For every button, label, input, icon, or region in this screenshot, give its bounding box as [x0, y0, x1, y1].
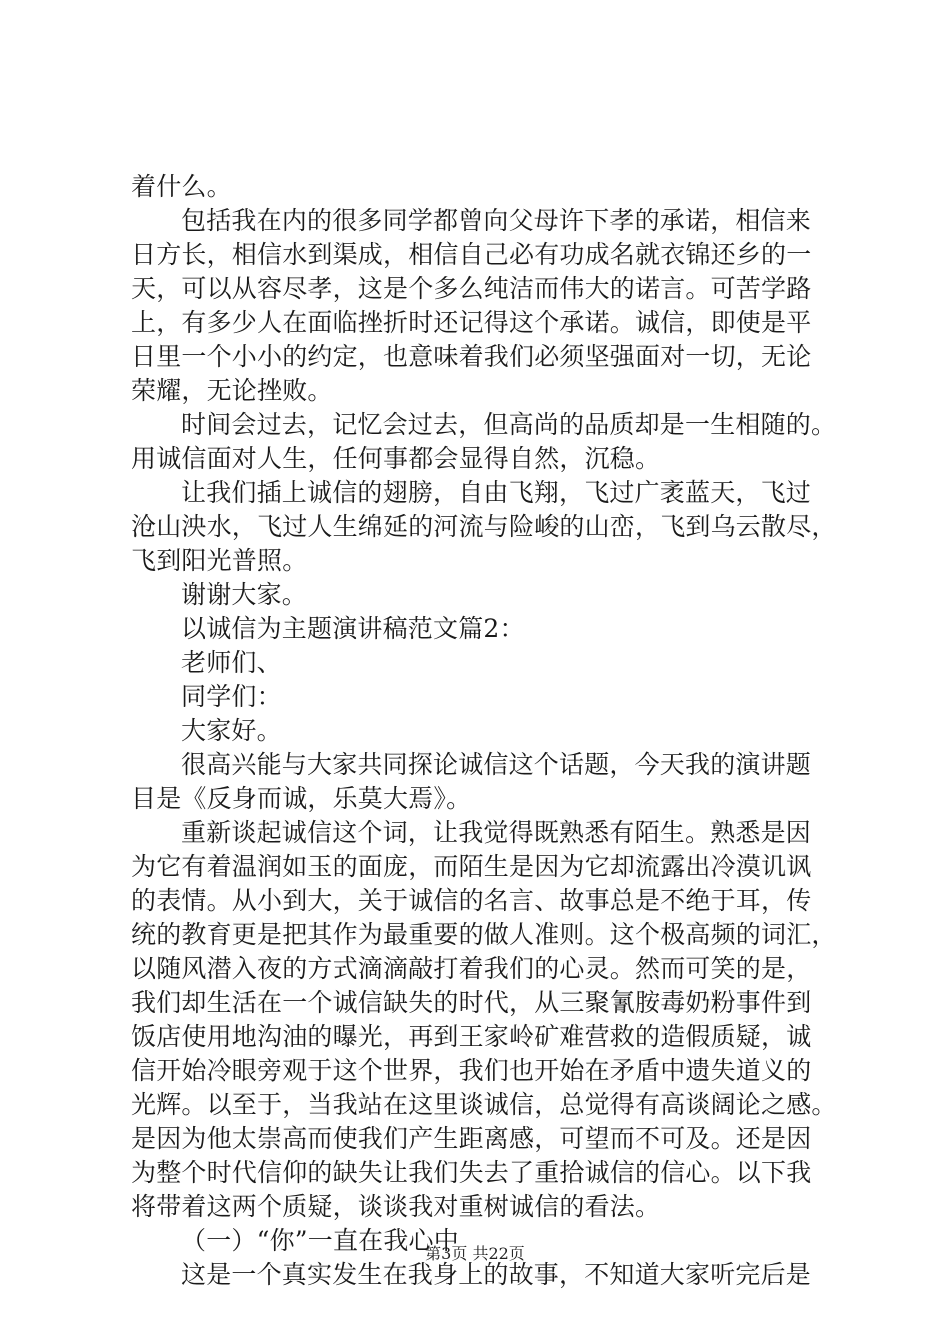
text-line: 用诚信面对人生，任何事都会显得自然，沉稳。	[131, 444, 661, 473]
text-line: 我们却生活在一个诚信缺失的时代，从三聚氰胺毒奶粉事件到	[131, 988, 812, 1017]
text-line: 以随风潜入夜的方式滴滴敲打着我们的心灵。然而可笑的是，	[131, 954, 812, 983]
text-line: 天，可以从容尽孝，这是个多么纯洁而伟大的诺言。可苦学路	[131, 274, 812, 303]
text-line: 重新谈起诚信这个词，让我觉得既熟悉有陌生。熟悉是因	[181, 818, 812, 847]
text-line: 饭店使用地沟油的曝光，再到王家岭矿难营救的造假质疑，诚	[131, 1022, 812, 1051]
text-line: 日里一个小小的约定，也意味着我们必须坚强面对一切，无论	[131, 342, 812, 371]
text-line: （一）“你”一直在我心中	[181, 1226, 459, 1255]
text-line: 统的教育更是把其作为最重要的做人准则。这个极高频的词汇，	[131, 920, 837, 949]
text-line: 这是一个真实发生在我身上的故事，不知道大家听完后是	[181, 1260, 812, 1289]
text-line: 让我们插上诚信的翅膀，自由飞翔，飞过广袤蓝天，飞过	[181, 478, 812, 507]
text-line: 上，有多少人在面临挫折时还记得这个承诺。诚信，即使是平	[131, 308, 812, 337]
document-body	[131, 170, 851, 1292]
text-line: 是因为他太崇高而使我们产生距离感，可望而不可及。还是因	[131, 1124, 812, 1153]
text-line: 的表情。从小到大，关于诚信的名言、故事总是不绝于耳，传	[131, 886, 812, 915]
text-line: 很高兴能与大家共同探论诚信这个话题，今天我的演讲题	[181, 750, 812, 779]
text-line: 时间会过去，记忆会过去，但高尚的品质却是一生相随的。	[181, 410, 837, 439]
text-line: 目是《反身而诚，乐莫大焉》。	[131, 784, 472, 813]
text-line: 包括我在内的很多同学都曾向父母许下孝的承诺，相信来	[181, 206, 812, 235]
text-line: 将带着这两个质疑，谈谈我对重树诚信的看法。	[131, 1192, 661, 1221]
text-line: 沧山泱水，飞过人生绵延的河流与险峻的山峦，飞到乌云散尽，	[131, 512, 837, 541]
page-footer	[0, 1243, 950, 1265]
text-line: 为整个时代信仰的缺失让我们失去了重拾诚信的信心。以下我	[131, 1158, 812, 1187]
text-line: 老师们、	[181, 648, 282, 677]
text-line: 以诚信为主题演讲稿范文篇2：	[181, 614, 525, 643]
text-line: 光辉。以至于，当我站在这里谈诚信，总觉得有高谈阔论之感。	[131, 1090, 837, 1119]
text-line: 荣耀，无论挫败。	[131, 376, 333, 405]
page-number: 第3页 共22页	[425, 1244, 525, 1263]
text-line: 同学们：	[181, 682, 282, 711]
text-line: 飞到阳光普照。	[131, 546, 308, 575]
text-line: 谢谢大家。	[181, 580, 308, 609]
text-line: 着什么。	[131, 172, 232, 201]
text-line: 信开始冷眼旁观于这个世界，我们也开始在矛盾中遗失道义的	[131, 1056, 812, 1085]
text-line: 日方长，相信水到渠成，相信自己必有功成名就衣锦还乡的一	[131, 240, 812, 269]
text-line: 大家好。	[181, 716, 282, 745]
text-line: 为它有着温润如玉的面庞，而陌生是因为它却流露出冷漠讥讽	[131, 852, 812, 881]
